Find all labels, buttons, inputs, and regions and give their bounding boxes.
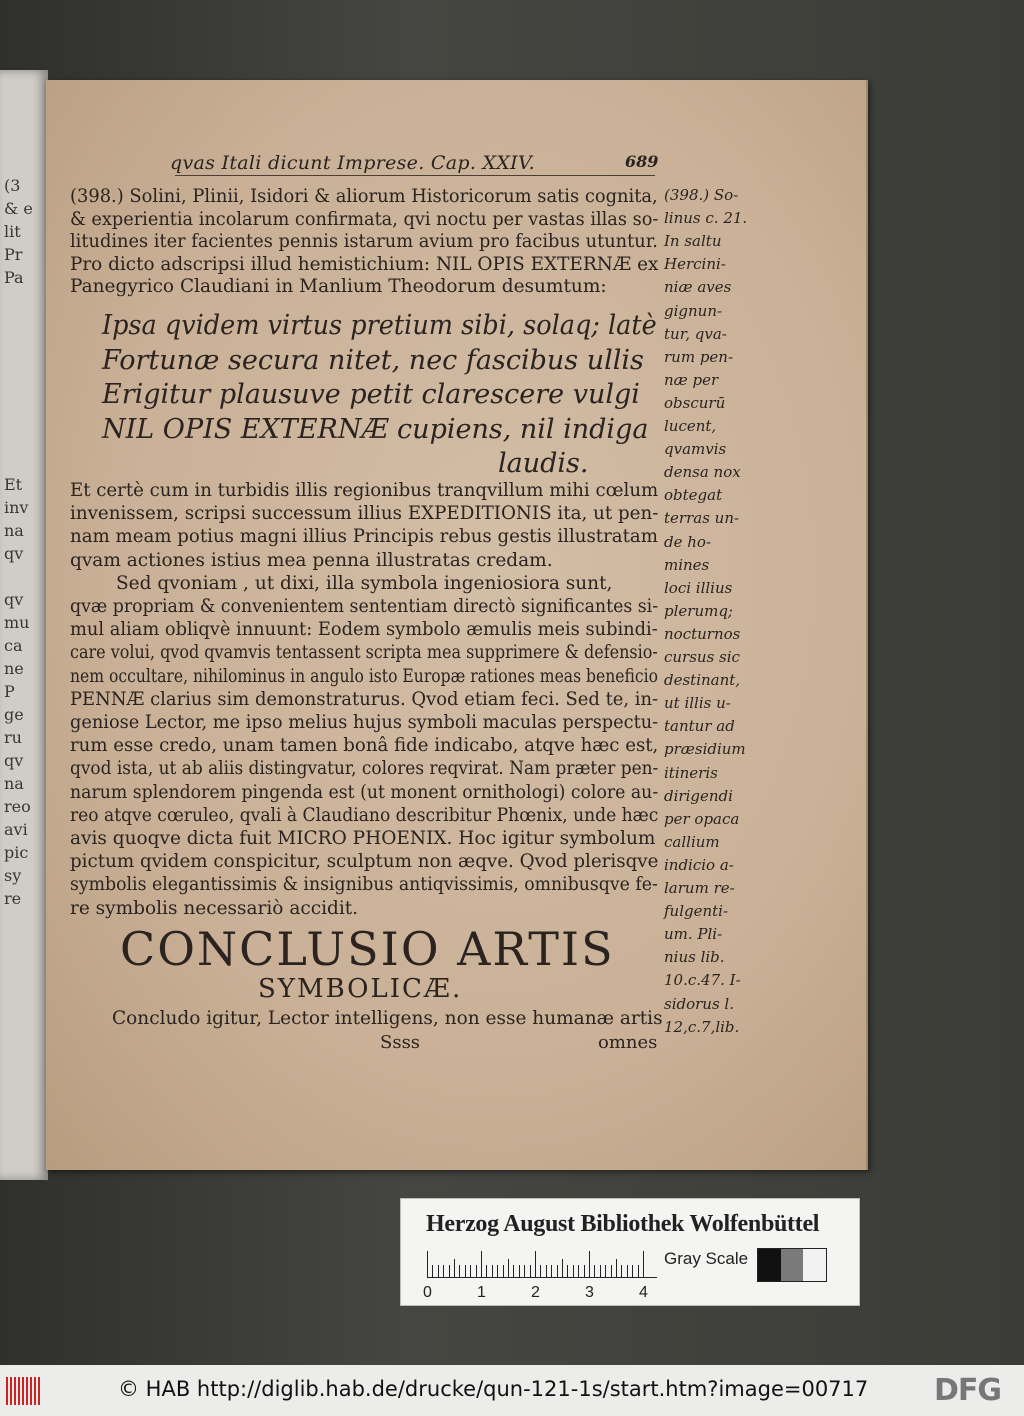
margin-note: ut illis u-: [664, 694, 731, 713]
previous-page-fragment: lit: [4, 222, 21, 241]
previous-page-fragment: [4, 289, 44, 312]
margin-note: nius lib.: [664, 948, 725, 967]
running-head: qvas Itali dicunt Imprese. Cap. XXIV.: [170, 152, 535, 174]
body-line: Et certè cum in turbidis illis regionibus tranqvillum mihi cœlum: [70, 480, 659, 501]
previous-page-fragment: qv: [4, 751, 24, 770]
previous-page-fragment: qv: [4, 544, 24, 563]
previous-page-fragment: [4, 312, 44, 335]
previous-page-fragment: reo: [4, 797, 31, 816]
ruler-tick: [616, 1259, 617, 1277]
body-line: re symbolis necessariò accidit.: [70, 897, 359, 919]
poem-line: Ipsa qvidem virtus pretium sibi, solaq; latè: [102, 310, 657, 341]
previous-page-fragment: sy: [4, 866, 22, 885]
body-line: narum splendorem pingenda est (ut monent ornithologi) colore au-: [70, 781, 659, 803]
ruler-tick: [513, 1265, 514, 1277]
gray-swatch-dark: [758, 1249, 781, 1281]
body-line: care volui, qvod qvamvis tentassent scripta mea supprimere & defensio-: [70, 642, 658, 664]
previous-page-fragment: [4, 381, 44, 404]
chapter-subtitle: SYMBOLICÆ.: [258, 974, 463, 1004]
margin-note: niæ aves: [664, 278, 732, 297]
body-line: nem occultare, nihilominus in angulo isto Europæ rationes meas beneficio: [70, 665, 659, 687]
ruler-tick: [584, 1265, 585, 1277]
body-line: pictum qvidem conspicitur, sculptum non æqve. Qvod plerisqve: [70, 851, 659, 873]
ruler-number: 1: [477, 1284, 486, 1301]
margin-note: densa nox: [664, 463, 741, 482]
margin-note: plerumq;: [664, 601, 733, 620]
body-line: PENNÆ clarius sim demonstraturus. Qvod etiam feci. Sed te, in-: [70, 688, 659, 710]
previous-page-fragment: mu: [4, 613, 30, 632]
body-line: reo atqve cœruleo, qvali à Claudiano describitur Phœnix, unde hæc: [70, 804, 659, 826]
margin-note: indicio a-: [664, 855, 734, 874]
previous-page-fragment: re: [4, 889, 22, 908]
poem-line: Fortunæ secura nitet, nec fascibus ullis: [102, 344, 644, 376]
margin-note: rum pen-: [664, 347, 734, 366]
body-line: rum esse credo, unam tamen bonâ fide indicabo, atqve hæc est,: [70, 735, 659, 757]
margin-note: nocturnos: [664, 624, 741, 643]
gray-swatch-light: [803, 1249, 826, 1281]
copyright-link[interactable]: © HAB http://diglib.hab.de/drucke/qun-121-1s/start.htm?image=00717: [118, 1377, 869, 1401]
chapter-title: CONCLUSIO ARTIS: [120, 922, 615, 976]
previous-page-fragment: [4, 427, 44, 450]
previous-page-fragment: qv: [4, 590, 24, 609]
margin-note: obscurū: [664, 393, 726, 412]
poem-line: NIL OPIS EXTERNÆ cupiens, nil indiga: [102, 413, 649, 445]
ruler-tick: [508, 1259, 509, 1277]
previous-page-fragment: Pr: [4, 245, 23, 264]
previous-page-fragment: inv: [4, 498, 29, 517]
previous-page-fragment: na: [4, 774, 24, 793]
ruler-number: 4: [639, 1284, 648, 1301]
margin-note: (398.) So-: [664, 186, 739, 204]
body-line: mul aliam obliqvè innuunt: Eodem symbolo æmulis meis subindi-: [70, 619, 658, 641]
margin-note: næ per: [664, 370, 719, 389]
previous-page-fragment: [4, 404, 44, 427]
ruler-tick: [638, 1265, 639, 1277]
margin-note: tantur ad: [664, 717, 735, 736]
margin-note: tur, qva-: [664, 324, 727, 343]
ruler-tick: [459, 1265, 460, 1277]
body-line: avis quoqve dicta fuit MICRO PHOENIX. Hoc igitur symbolum: [70, 828, 656, 849]
header-rule: [175, 175, 655, 176]
dfg-logo: DFG: [934, 1373, 1002, 1408]
institution-name: Herzog August Bibliothek Wolfenbüttel: [426, 1211, 820, 1237]
body-line: Panegyrico Claudiani in Manlium Theodorum desumtum:: [70, 276, 607, 297]
ruler-tick: [611, 1265, 612, 1277]
ruler-tick: [449, 1265, 450, 1277]
ruler-tick: [551, 1265, 552, 1277]
body-line: Sed qvoniam , ut dixi, illa symbola ingeniosiora sunt,: [116, 572, 613, 594]
margin-note: de ho-: [664, 532, 712, 551]
ruler-tick: [519, 1265, 520, 1277]
ruler-tick: [562, 1259, 563, 1277]
body-line: Pro dicto adscripsi illud hemistichium: NIL OPIS EXTERNÆ ex: [70, 253, 659, 275]
ruler-tick: [621, 1265, 622, 1277]
margin-note: sidorus l.: [664, 994, 734, 1013]
ruler-tick: [627, 1265, 628, 1277]
ruler-tick: [546, 1265, 547, 1277]
ruler-tick: [492, 1265, 493, 1277]
ruler-tick: [503, 1265, 504, 1277]
previous-page-fragment: & e: [4, 199, 33, 218]
page-number: 689: [625, 152, 659, 171]
ruler-tick: [557, 1265, 558, 1277]
previous-page-fragment: ne: [4, 659, 24, 678]
ruler-tick: [432, 1265, 433, 1277]
previous-page-fragment: [4, 358, 44, 381]
body-line: nam meam potius magni illius Principis rebus gestis illustratam: [70, 526, 658, 548]
closing-line: Concludo igitur, Lector intelligens, non esse humanæ artis: [112, 1008, 663, 1029]
gray-scale-bar: [757, 1248, 827, 1282]
previous-page-fragment: [4, 565, 44, 588]
ruler-tick: [465, 1265, 466, 1277]
margin-note: lucent,: [664, 417, 717, 435]
margin-note: dirigendi: [664, 786, 733, 805]
margin-note: 12,c.7,lib.: [664, 1017, 740, 1036]
previous-page-fragment: ru: [4, 728, 22, 747]
ruler-tick: [540, 1265, 541, 1277]
ruler-tick: [438, 1265, 439, 1277]
scale-ruler: [427, 1251, 657, 1278]
body-line: (398.) Solini, Plinii, Isidori & aliorum Historicorum satis cognita,: [70, 186, 658, 207]
body-line: symbolis elegantissimis & insignibus antiqvissimis, omnibusqve fe-: [70, 874, 658, 896]
previous-page-fragment: Pa: [4, 268, 24, 287]
margin-note: fulgenti-: [664, 902, 729, 921]
ruler-tick: [427, 1251, 428, 1277]
ruler-tick: [578, 1265, 579, 1277]
previous-page-fragment: Et: [4, 475, 23, 494]
body-line: invenissem, scripsi successum illius EXPEDITIONIS ita, ut pen-: [70, 503, 659, 525]
previous-page-fragment: avi: [4, 820, 28, 839]
body-line: litudines iter facientes pennis istarum avium pro facibus utuntur.: [70, 231, 658, 252]
poem-line: Erigitur plausuve petit clarescere vulgi: [102, 379, 640, 410]
previous-page-fragment: ge: [4, 705, 24, 724]
ruler-tick: [632, 1265, 633, 1277]
margin-note: callium: [664, 832, 720, 851]
ruler-tick: [600, 1265, 601, 1277]
previous-page-edge: [0, 70, 48, 1180]
hab-logo-icon: [6, 1377, 44, 1405]
ruler-tick: [573, 1265, 574, 1277]
gray-swatch-mid: [781, 1249, 804, 1281]
ruler-tick: [530, 1265, 531, 1277]
previous-page-fragment: pic: [4, 843, 29, 862]
margin-note: 10.c.47. I-: [664, 971, 741, 990]
ruler-tick: [486, 1265, 487, 1277]
body-line: qvam actiones istius mea penna illustratas credam.: [70, 549, 553, 571]
ruler-tick: [535, 1251, 536, 1277]
body-line: qvæ propriam & convenientem sententiam directò significantes si-: [70, 596, 659, 617]
margin-note: gignun-: [664, 301, 723, 320]
ruler-tick: [567, 1265, 568, 1277]
margin-note: mines: [664, 555, 710, 574]
body-line: geniose Lector, me ipso melius hujus symboli maculas perspectu-: [70, 712, 659, 733]
ruler-tick: [524, 1265, 525, 1277]
ruler-tick: [643, 1251, 644, 1277]
margin-note: larum re-: [664, 879, 735, 897]
ruler-number: 3: [585, 1284, 594, 1301]
margin-note: præsidium: [664, 740, 746, 759]
previous-page-text: [4, 174, 44, 910]
margin-note: Hercini-: [664, 255, 726, 274]
margin-note: per opaca: [664, 809, 740, 828]
margin-note: qvamvis: [664, 440, 727, 459]
ruler-tick: [443, 1265, 444, 1277]
gray-scale-label: Gray Scale: [664, 1249, 749, 1268]
poem-line: laudis.: [498, 448, 589, 479]
previous-page-fragment: [4, 450, 44, 473]
ruler-tick: [594, 1265, 595, 1277]
previous-page-fragment: P: [4, 682, 15, 701]
ruler-tick: [476, 1265, 477, 1277]
ruler-tick: [589, 1251, 590, 1277]
ruler-tick: [481, 1251, 482, 1277]
body-line: qvod ista, ut ab aliis distingvatur, colores reqvirat. Nam præter pen-: [70, 758, 659, 780]
margin-note: cursus sic: [664, 648, 740, 666]
color-calibration-card: [400, 1198, 860, 1306]
ruler-tick: [454, 1259, 455, 1277]
ruler-tick: [605, 1265, 606, 1277]
ruler-number: 2: [531, 1284, 540, 1301]
ruler-number: 0: [423, 1284, 432, 1301]
previous-page-fragment: na: [4, 521, 24, 540]
margin-note: linus c. 21.: [664, 209, 748, 228]
margin-note: terras un-: [664, 509, 740, 528]
signature-mark: Ssss: [380, 1032, 421, 1053]
margin-note: destinant,: [664, 671, 741, 690]
margin-note: um. Pli-: [664, 925, 723, 944]
previous-page-fragment: [4, 335, 44, 358]
previous-page-fragment: (3: [4, 176, 21, 195]
margin-note: In saltu: [664, 232, 722, 251]
ruler-tick: [470, 1265, 471, 1277]
margin-note: itineris: [664, 763, 718, 782]
previous-page-fragment: ca: [4, 636, 23, 655]
viewer-footer: [0, 1365, 1024, 1416]
catchword: omnes: [598, 1032, 658, 1053]
body-line: & experientia incolarum confirmata, qvi noctu per vastas illas so-: [70, 208, 659, 230]
margin-note: obtegat: [664, 486, 723, 505]
ruler-tick: [497, 1265, 498, 1277]
margin-note: loci illius: [664, 578, 733, 597]
